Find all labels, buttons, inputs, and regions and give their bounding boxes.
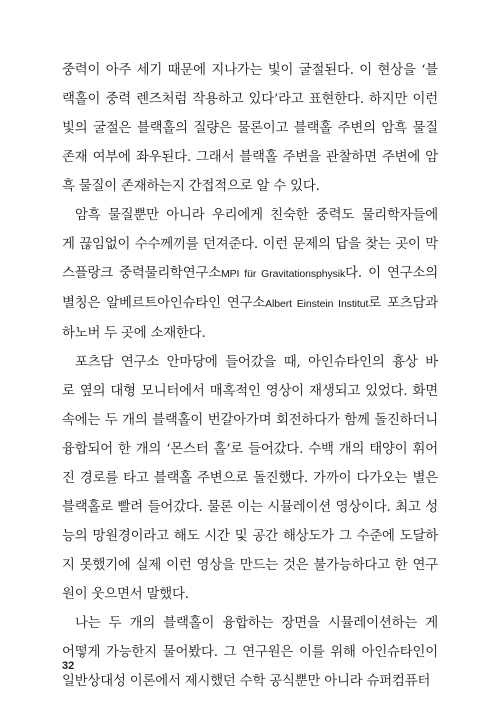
text-run: 게 끊임없이 수수께끼를 던져준다. 이런 문제의 답을 찾는 곳이 막 — [62, 237, 438, 252]
body-text — [62, 56, 438, 696]
text-run: 진 경로를 타고 블랙홀 주변으로 돌진했다. 가까이 다가오는 별은 — [62, 471, 438, 486]
text-line — [62, 319, 438, 348]
text-line — [62, 493, 438, 522]
text-line — [62, 114, 438, 143]
text-line — [62, 667, 438, 696]
text-run: 융합되어 한 개의 ‘몬스터 홀’로 들어갔다. 수백 개의 태양이 휘어 — [62, 442, 438, 457]
text-run: 나는 두 개의 블랙홀이 융합하는 장면을 시뮬레이션하는 게 — [75, 616, 438, 631]
text-line — [62, 464, 438, 493]
text-run: 흑 물질이 존재하는지 간접적으로 알 수 있다. — [62, 179, 320, 194]
paragraph — [62, 201, 438, 348]
text-line — [62, 172, 438, 201]
page-number: 32 — [62, 660, 75, 672]
text-run: 로 포츠담과 — [368, 296, 438, 311]
text-run: 암흑 물질뿐만 아니라 우리에게 친숙한 중력도 물리학자들에 — [75, 208, 438, 223]
text-line — [62, 143, 438, 172]
text-line — [62, 551, 438, 580]
text-run: 블랙홀로 빨려 들어갔다. 물론 이는 시뮬레이션 영상이다. 최고 성 — [62, 500, 438, 515]
text-run: 랙홀이 중력 렌즈처럼 작용하고 있다’라고 표현한다. 하지만 이런 — [62, 92, 438, 107]
text-line — [62, 56, 438, 85]
text-line — [62, 406, 438, 435]
text-run: 원이 웃으면서 말했다. — [62, 587, 189, 602]
text-line — [62, 230, 438, 259]
text-line — [62, 609, 438, 638]
text-line — [62, 377, 438, 406]
text-line — [62, 522, 438, 551]
text-run: 지 못했기에 실제 이런 영상을 만드는 것은 불가능하다고 한 연구 — [62, 558, 438, 573]
text-run: 로 옆의 대형 모니터에서 매혹적인 영상이 재생되고 있었다. 화면 — [62, 384, 438, 399]
text-line — [62, 201, 438, 230]
foreign-term: Albert Einstein Institut — [265, 298, 369, 310]
text-line — [62, 348, 438, 377]
paragraph — [62, 609, 438, 696]
text-run: 중력이 아주 세기 때문에 지나가는 빛이 굴절된다. 이 현상을 ‘블 — [62, 63, 438, 78]
text-line — [62, 580, 438, 609]
text-line — [62, 259, 438, 289]
text-line — [62, 638, 438, 667]
paragraph — [62, 56, 438, 201]
text-run: 포츠담 연구소 안마당에 들어갔을 때, 아인슈타인의 흉상 바 — [75, 355, 438, 370]
paragraph — [62, 348, 438, 609]
text-run: 빛의 굴절은 블랙홀의 질량은 물론이고 블랙홀 주변의 암흑 물질 — [62, 121, 438, 136]
text-run: 일반상대성 이론에서 제시했던 수학 공식뿐만 아니라 슈퍼컴퓨터 — [62, 674, 431, 689]
text-line — [62, 289, 438, 319]
text-run: 존재 여부에 좌우된다. 그래서 블랙홀 주변을 관찰하면 주변에 암 — [62, 150, 438, 165]
text-run: 스플랑크 중력물리학연구소 — [62, 266, 221, 281]
text-line — [62, 85, 438, 114]
text-run: 다. 이 연구소의 — [345, 266, 438, 281]
foreign-term: MPI für Gravitationsphysik — [221, 268, 346, 280]
text-run: 속에는 두 개의 블랙홀이 번갈아가며 회전하다가 함께 돌진하더니 — [62, 413, 438, 428]
text-run: 어떻게 가능한지 물어봤다. 그 연구원은 이를 위해 아인슈타인이 — [62, 645, 438, 660]
text-run: 하노버 두 곳에 소재한다. — [62, 326, 206, 341]
text-run: 별칭은 알베르트아인슈타인 연구소 — [62, 296, 266, 311]
text-run: 능의 망원경이라고 해도 시간 및 공간 해상도가 그 수준에 도달하 — [62, 529, 438, 544]
text-line — [62, 435, 438, 464]
